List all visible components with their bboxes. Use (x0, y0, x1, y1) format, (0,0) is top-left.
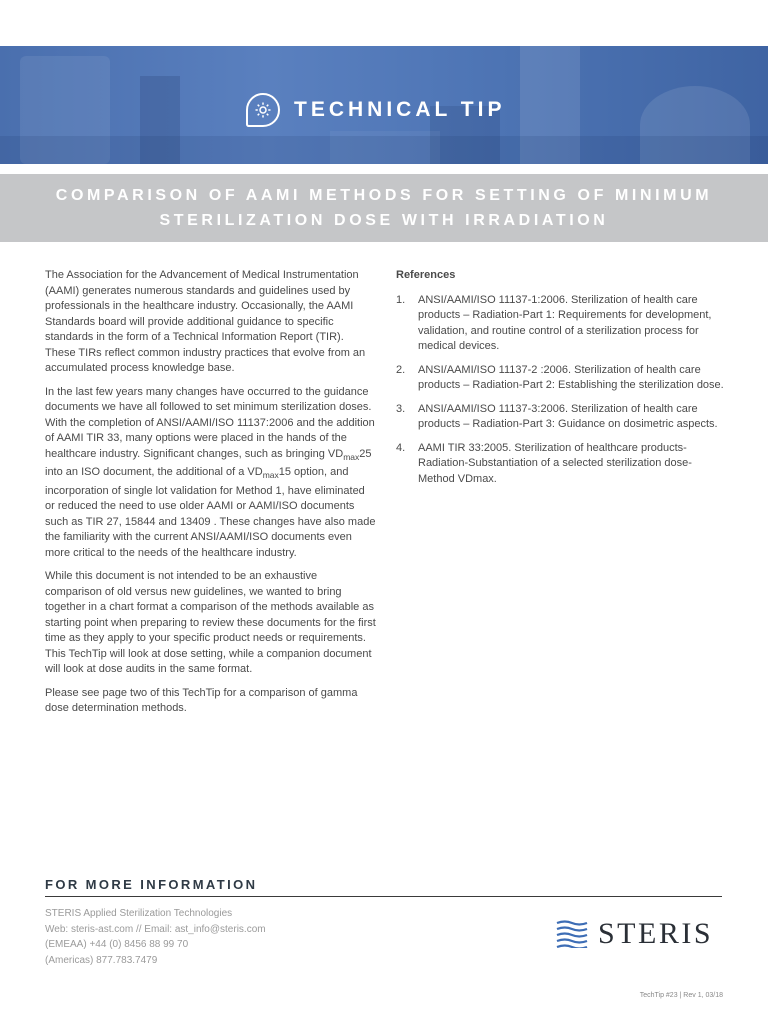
contact-block (45, 906, 266, 968)
reference-number: 3. (396, 402, 406, 415)
paragraph-changes: In the last few years many changes have occurred to the guidance documents we have all followed to set minimum sterilization doses. With the completion of ANSI/AAMI/ISO 11137:2006 and the addition of AAMI TIR 33, many options were placed in the hands of the healthcare industry. Significant changes, such as bringing $VD_{max}25$ into an ISO document, the additional of a $VD_{max}15$ option, and incorporation of single lot validation for Method 1, have eliminated or reduced the need to use older AAMI or AAMI/ISO documents such as TIR 27, 15844 and 13409 . These changes have also made the familiarity with the current ANSI/AAMI/ISO documents even more critical to the needs of the healthcare industry. (45, 385, 376, 559)
paragraph-see-page-two: Please see page two of this TechTip for a comparison of gamma dose determination methods. (45, 686, 358, 714)
reference-text: ANSI/AAMI/ISO 11137-3:2006. Sterilization of health care products – Radiation-Part 3: Guidance on dosimetric aspects. (418, 402, 718, 430)
paragraph-purpose: While this document is not intended to be an exhaustive comparison of old versus new guidelines, we wanted to bring together in a chart format a comparison of the methods available as starting point when preparing to review these documents for the first time as they apply to your specific product needs or requirements. This TechTip will look at dose setting, while a companion document will look at dose audits in the same format. (45, 570, 376, 675)
reference-text: ANSI/AAMI/ISO 11137-2 :2006. Sterilization of health care products – Radiation-Part 2: Establishing the sterilization dose. (418, 363, 724, 391)
reference-item (396, 402, 726, 433)
web-email-line[interactable]: Web: steris-ast.com // Email: ast_info@steris.com (45, 923, 266, 935)
technical-tip-label: TECHNICAL TIP (294, 98, 506, 121)
paragraph-intro: The Association for the Advancement of Medical Instrumentation (AAMI) generates numerous standards and guidelines used by professionals in the healthcare industry. Occasionally, the AAMI Standards board will provide additional guidance to specific standards in the form of a Technical Information Report (TIR). These TIRs reflect common industry practices that evolve from an accumulated process knowledge base. (45, 269, 366, 374)
reference-item (396, 441, 726, 488)
title-line-2: STERILIZATION DOSE WITH IRRADIATION (159, 212, 609, 229)
references-heading: References (396, 269, 456, 281)
gear-chat-icon (246, 93, 280, 127)
steris-logo-text: STERIS (598, 917, 714, 950)
phone-americas: (Americas) 877.783.7479 (45, 954, 158, 966)
more-info-heading: FOR MORE INFORMATION (45, 877, 722, 897)
reference-item (396, 293, 726, 355)
title-line-1: COMPARISON OF AAMI METHODS FOR SETTING OF MINIMUM (55, 187, 713, 204)
reference-number: 1. (396, 293, 406, 306)
phone-emeaa: (EMEAA) +44 (0) 8456 88 99 70 (45, 939, 189, 950)
reference-number: 2. (396, 363, 406, 376)
steris-wave-icon (556, 920, 588, 948)
reference-text: ANSI/AAMI/ISO 11137-1:2006. Sterilization of health care products – Radiation-Part 1: Requirements for development, validation, and routine control of a sterilization process for medical devices. (418, 293, 712, 352)
document-code: TechTip #23 | Rev 1, 03/18 (639, 992, 723, 999)
references-column (396, 268, 726, 495)
reference-item (396, 363, 726, 394)
technical-tip-heading (246, 92, 505, 128)
body-column (45, 268, 377, 725)
reference-text: AAMI TIR 33:2005. Sterilization of healthcare products-Radiation-Substantiation of a selected sterilization dose-Method VDmax. (418, 441, 692, 485)
document-title (0, 174, 768, 242)
company-name: STERIS Applied Sterilization Technologies (45, 908, 233, 919)
steris-logo (556, 918, 713, 950)
reference-number: 4. (396, 441, 406, 454)
